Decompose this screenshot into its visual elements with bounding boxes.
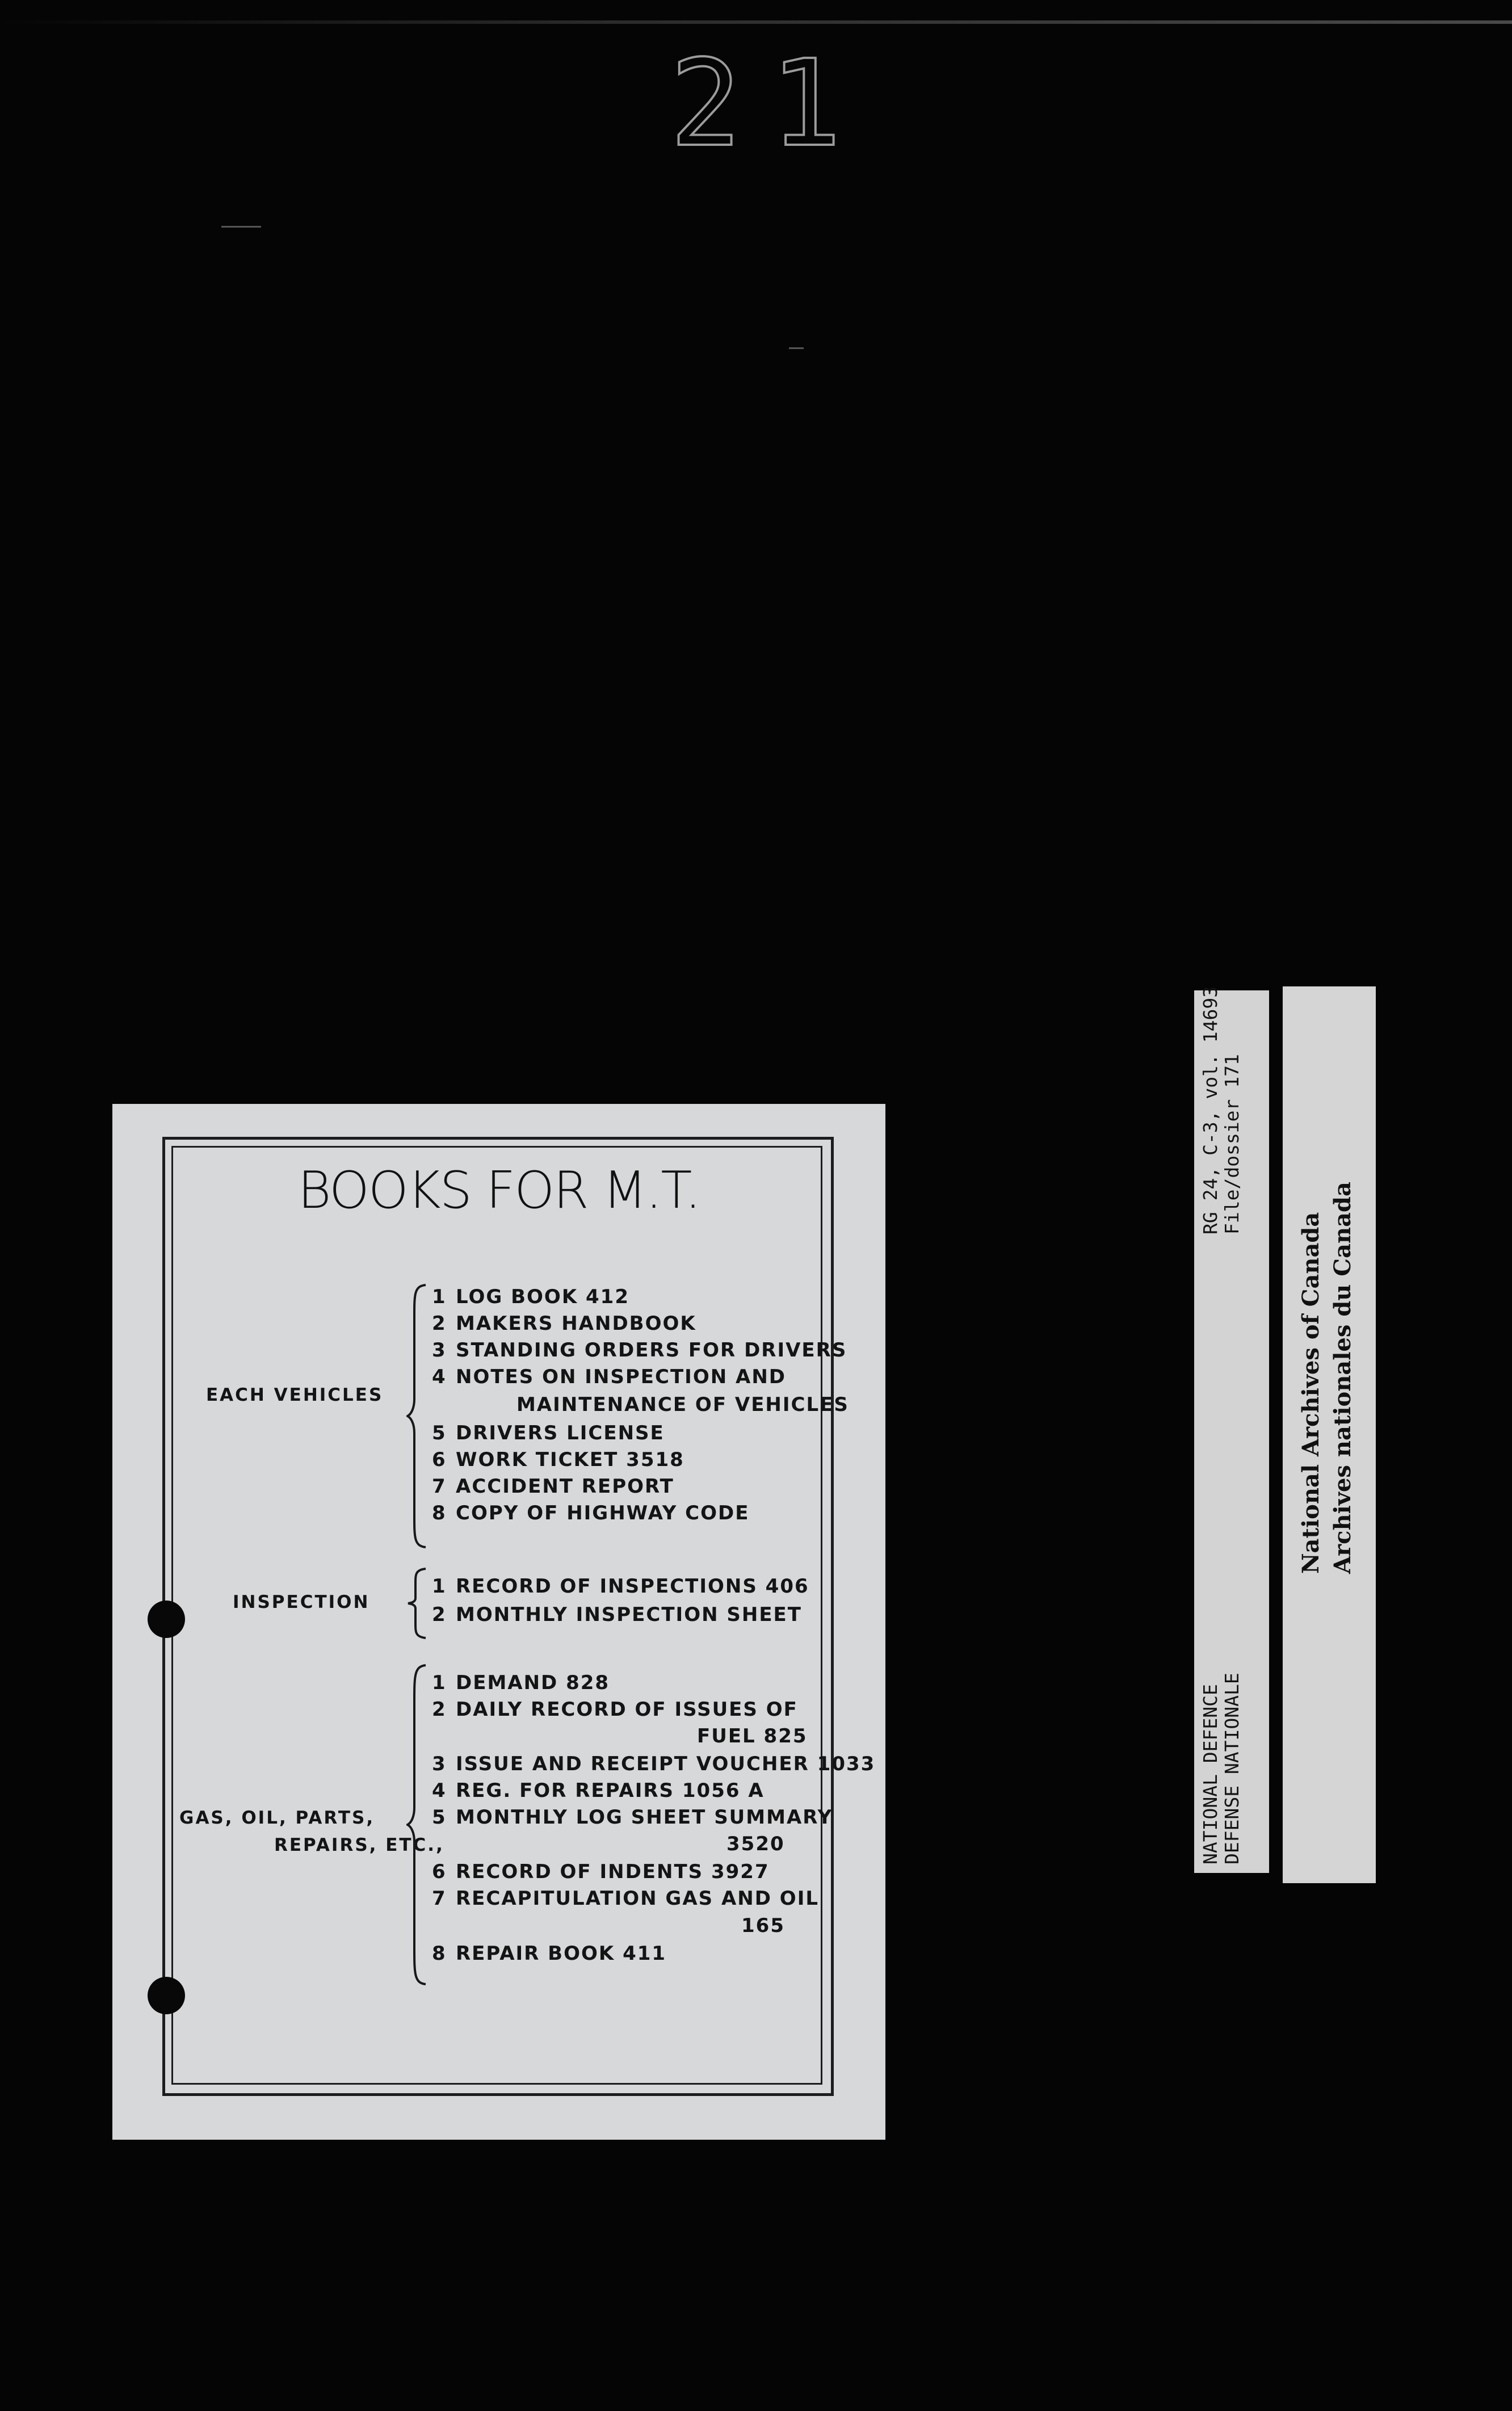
list-item: 1 LOG BOOK 412	[432, 1286, 629, 1308]
group-label-inspection: INSPECTION	[233, 1592, 370, 1612]
list-item: 8 REPAIR BOOK 411	[432, 1942, 667, 1965]
list-item: 2 MAKERS HANDBOOK	[432, 1312, 696, 1335]
list-item: 3 STANDING ORDERS FOR DRIVERS	[432, 1339, 847, 1362]
archive-department: NATIONAL DEFENCE DEFENSE NATIONALE	[1199, 1673, 1243, 1864]
archive-reference: RG 24, C-3, vol. 14693 File/dossier 171	[1199, 986, 1243, 1234]
archive-reference-strip	[1194, 986, 1269, 1873]
list-item: 4 REG. FOR REPAIRS 1056 A	[432, 1779, 765, 1802]
list-item-continuation: 3520	[726, 1833, 785, 1855]
list-item-continuation: FUEL 825	[697, 1725, 808, 1748]
list-item-continuation: 165	[741, 1914, 785, 1937]
group-label-each-vehicles: EACH VEHICLES	[206, 1385, 384, 1405]
punch-hole	[148, 1977, 185, 2014]
list-item: 2 MONTHLY INSPECTION SHEET	[432, 1603, 802, 1626]
list-item-continuation: MAINTENANCE OF VEHICLES	[516, 1393, 849, 1416]
document-sheet	[112, 1104, 885, 2140]
group-label-repairs: REPAIRS, ETC.,	[274, 1835, 444, 1855]
punch-hole	[148, 1601, 185, 1638]
list-item: 7 RECAPITULATION GAS AND OIL	[432, 1887, 820, 1910]
archives-name: National Archives of Canada Archives nationales du Canada	[1297, 1182, 1356, 1574]
brace	[406, 1566, 429, 1640]
list-item: 2 DAILY RECORD OF ISSUES OF	[432, 1698, 798, 1721]
list-item: 8 COPY OF HIGHWAY CODE	[432, 1502, 750, 1524]
list-item: 5 MONTHLY LOG SHEET SUMMARY	[432, 1806, 833, 1829]
archives-name-strip	[1283, 986, 1376, 1883]
film-edge-line	[0, 20, 1512, 24]
list-item: 6 RECORD OF INDENTS 3927	[432, 1860, 770, 1883]
film-scratch	[221, 226, 261, 228]
list-item: 3 ISSUE AND RECEIPT VOUCHER 1033	[432, 1753, 876, 1775]
list-item: 4 NOTES ON INSPECTION AND	[432, 1366, 787, 1388]
group-label-gas-oil-parts: GAS, OIL, PARTS,	[179, 1808, 375, 1828]
film-scratch	[789, 347, 804, 349]
frame-number: 21	[670, 34, 870, 173]
list-item: 7 ACCIDENT REPORT	[432, 1475, 674, 1498]
brace	[406, 1663, 429, 1986]
list-item: 1 DEMAND 828	[432, 1671, 610, 1694]
list-item: 6 WORK TICKET 3518	[432, 1448, 684, 1471]
brace	[406, 1283, 429, 1549]
list-item: 5 DRIVERS LICENSE	[432, 1422, 665, 1444]
document-title: BOOKS FOR M.T.	[297, 1161, 700, 1220]
list-item: 1 RECORD OF INSPECTIONS 406	[432, 1575, 809, 1598]
